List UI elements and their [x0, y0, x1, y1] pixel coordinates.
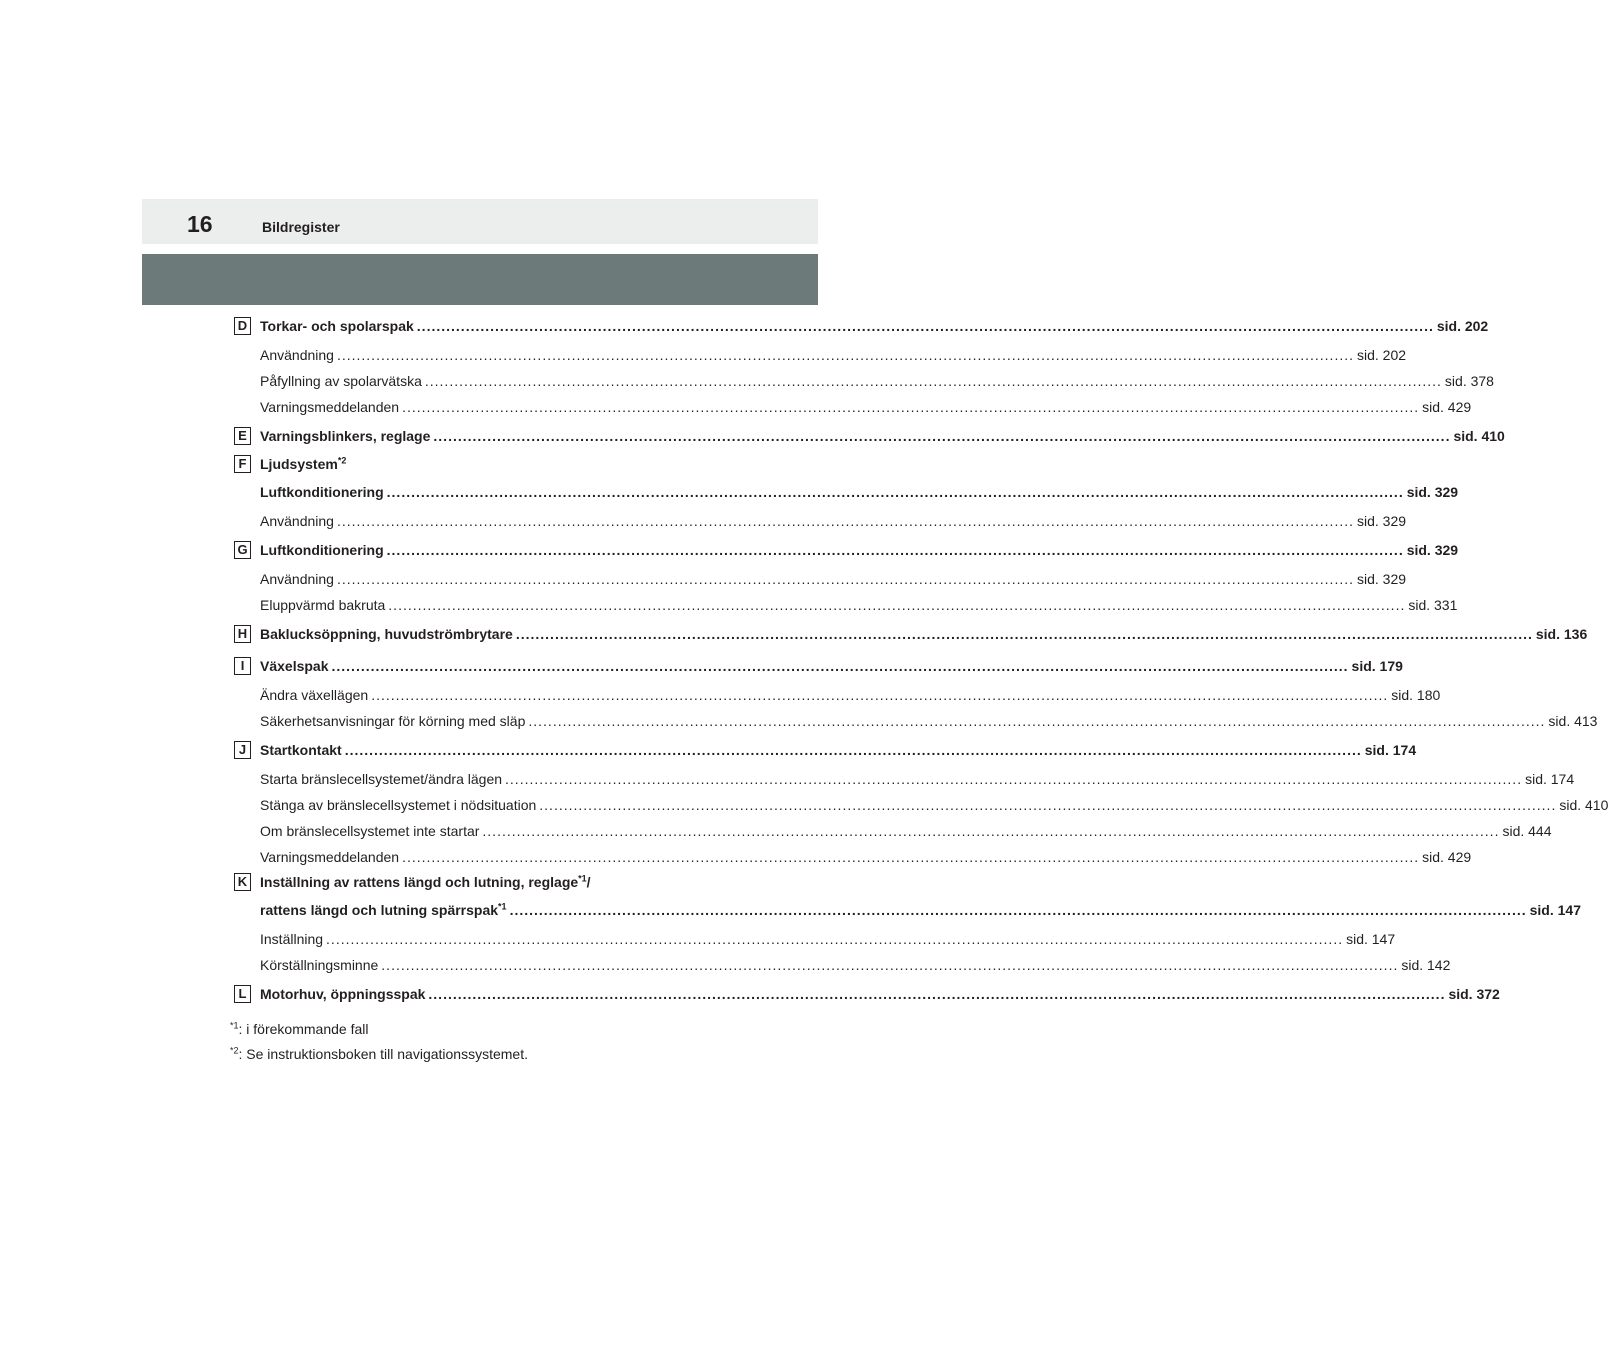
entry-title: Körställningsminne [260, 957, 379, 973]
index-subentry[interactable] [230, 844, 1472, 870]
entry-row [260, 957, 1450, 973]
page-reference: sid. 410 [1453, 428, 1505, 444]
page-reference: sid. 413 [1548, 713, 1598, 729]
entry-title: Motorhuv, öppningsspak [260, 986, 426, 1002]
leader-dots [417, 318, 1434, 334]
entry-row [260, 347, 1406, 363]
leader-dots [387, 542, 1404, 558]
footnote [230, 1046, 528, 1071]
entry-row [260, 797, 1608, 813]
entry-row [260, 902, 1581, 918]
page-reference: sid. 179 [1351, 658, 1403, 674]
footnote [230, 1021, 528, 1046]
entry-title: Användning [260, 347, 334, 363]
leader-dots [337, 571, 1354, 587]
page-reference: sid. 147 [1346, 931, 1396, 947]
entry-title: Baklucksöppning, huvudströmbrytare [260, 626, 513, 642]
page-reference: sid. 444 [1502, 823, 1552, 839]
leader-dots [510, 902, 1527, 918]
section-letter-badge: H [234, 625, 251, 643]
entry-title: Om bränslecellsystemet inte startar [260, 823, 480, 839]
header-band [142, 254, 818, 305]
section-letter-badge: G [234, 541, 251, 559]
entry-title: Torkar- och spolarspak [260, 318, 414, 334]
entry-row [260, 931, 1395, 947]
section-letter-badge: J [234, 741, 251, 759]
entry-title: Varningsblinkers, reglage [260, 428, 431, 444]
index-subentry[interactable] [230, 818, 1552, 844]
footnote-ref: *1 [498, 901, 507, 912]
entry-title: Påfyllning av spolarvätska [260, 373, 422, 389]
entry-row [260, 571, 1406, 587]
entry-row [260, 658, 1403, 674]
entry-row [260, 713, 1597, 729]
footnotes [230, 1021, 528, 1071]
footnote-mark: *1 [230, 1020, 239, 1031]
index-heading [230, 452, 724, 476]
entry-title: Användning [260, 513, 334, 529]
entry-title: Luftkonditionering [260, 542, 384, 558]
index-heading [230, 870, 724, 894]
leader-dots [402, 849, 1419, 865]
index-entry[interactable] [230, 618, 1588, 650]
page-reference: sid. 372 [1448, 986, 1500, 1002]
leader-dots [387, 484, 1404, 500]
index-entry[interactable] [230, 894, 1581, 926]
leader-dots [516, 626, 1533, 642]
leader-dots [425, 373, 1442, 389]
footnote-mark: *2 [230, 1045, 239, 1056]
leader-dots [388, 597, 1405, 613]
index-entry[interactable] [230, 476, 1459, 508]
entry-row [260, 399, 1471, 415]
heading-suffix: / [586, 874, 591, 890]
section-title: Bildregister [262, 219, 340, 235]
page-reference: sid. 429 [1422, 399, 1472, 415]
index-entry[interactable] [230, 310, 1489, 342]
heading-text [260, 453, 346, 475]
footnote-ref: *2 [337, 455, 347, 466]
leader-dots [337, 347, 1354, 363]
leader-dots [371, 687, 1388, 703]
entry-title: Inställning [260, 931, 324, 947]
entry-title: rattens längd och lutning spärrspak$^{*1}$ [260, 901, 507, 918]
section-letter-badge: K [234, 873, 251, 891]
footnote-text: : Se instruktionsboken till navigationssystemet. [238, 1046, 528, 1062]
heading-text [260, 871, 591, 893]
entry-row [260, 687, 1440, 703]
index-subentry[interactable] [230, 682, 1441, 708]
page-reference: sid. 329 [1357, 571, 1407, 587]
section-letter-badge: L [234, 985, 251, 1003]
leader-dots [433, 428, 1450, 444]
entry-row [260, 823, 1552, 839]
page-reference: sid. 136 [1535, 626, 1588, 642]
entry-title: Ändra växellägen [260, 687, 369, 703]
entry-title: Varningsmeddelanden [260, 849, 400, 865]
page-reference: sid. 378 [1444, 373, 1494, 389]
page-reference: sid. 329 [1406, 484, 1459, 500]
entry-title: Stänga av bränslecellsystemet i nödsituation [260, 797, 537, 813]
index-entry[interactable] [230, 734, 1417, 766]
index-entry[interactable] [230, 420, 1505, 452]
footnote-text: : i förekommande fall [238, 1021, 369, 1037]
leader-dots [345, 742, 1362, 758]
page-reference: sid. 142 [1401, 957, 1451, 973]
entry-title: Eluppvärmd bakruta [260, 597, 386, 613]
page-number: 16 [187, 211, 213, 237]
entry-row [260, 513, 1406, 529]
index-subentry[interactable] [230, 394, 1472, 420]
leader-dots [539, 797, 1556, 813]
page-reference: sid. 202 [1436, 318, 1489, 334]
entry-title: Växelspak [260, 658, 329, 674]
leader-dots [505, 771, 1522, 787]
entry-title: Säkerhetsanvisningar för körning med släp [260, 713, 526, 729]
heading-label: Ljudsystem [260, 456, 338, 472]
index-subentry[interactable] [230, 766, 1575, 792]
page-reference: sid. 329 [1357, 513, 1407, 529]
entry-title: Startkontakt [260, 742, 342, 758]
entry-row [260, 373, 1494, 389]
index-subentry[interactable] [230, 508, 1407, 534]
page-reference: sid. 174 [1525, 771, 1575, 787]
entry-row [260, 771, 1574, 787]
index-entry[interactable] [230, 978, 1500, 1010]
index-subentry[interactable] [230, 926, 1396, 952]
index-subentry[interactable] [230, 592, 1458, 618]
entry-row [260, 597, 1457, 613]
page-reference: sid. 429 [1422, 849, 1472, 865]
index-subentry[interactable] [230, 566, 1407, 592]
footnote-ref: *1 [578, 873, 587, 884]
heading-label: Inställning av rattens längd och lutning, reglage [260, 874, 579, 890]
leader-dots [332, 658, 1349, 674]
entry-title: Luftkonditionering [260, 484, 384, 500]
section-letter-badge: F [234, 455, 251, 473]
leader-dots [337, 513, 1354, 529]
entry-title: Användning [260, 571, 334, 587]
page-reference: sid. 331 [1408, 597, 1458, 613]
section-letter-badge: D [234, 317, 251, 335]
page-reference: sid. 410 [1559, 797, 1608, 813]
entry-row [260, 484, 1458, 500]
index-subentry[interactable] [230, 792, 1608, 818]
page-reference: sid. 329 [1406, 542, 1459, 558]
page-reference: sid. 202 [1357, 347, 1407, 363]
entry-row [260, 626, 1587, 642]
page-reference: sid. 174 [1364, 742, 1417, 758]
entry-title: Starta bränslecellsystemet/ändra lägen [260, 771, 503, 787]
entry-row [260, 542, 1458, 558]
index-subentry[interactable] [230, 952, 1451, 978]
page-reference: sid. 147 [1529, 902, 1581, 918]
page-header [142, 199, 818, 244]
leader-dots [482, 823, 1499, 839]
section-letter-badge: E [234, 427, 251, 445]
index-subentry[interactable] [230, 708, 1598, 734]
leader-dots [528, 713, 1545, 729]
leader-dots [381, 957, 1398, 973]
page-reference: sid. 180 [1391, 687, 1441, 703]
index-entry[interactable] [230, 650, 1403, 682]
entry-row [260, 849, 1471, 865]
index-list [230, 310, 1608, 1010]
index-entry[interactable] [230, 534, 1459, 566]
index-subentry[interactable] [230, 342, 1407, 368]
entry-row [260, 428, 1505, 444]
entry-row [260, 742, 1416, 758]
index-subentry[interactable] [230, 368, 1494, 394]
entry-row [260, 318, 1488, 334]
section-letter-badge: I [234, 657, 251, 675]
entry-title: Varningsmeddelanden [260, 399, 400, 415]
leader-dots [402, 399, 1419, 415]
entry-row [260, 986, 1500, 1002]
leader-dots [326, 931, 1343, 947]
leader-dots [428, 986, 1445, 1002]
